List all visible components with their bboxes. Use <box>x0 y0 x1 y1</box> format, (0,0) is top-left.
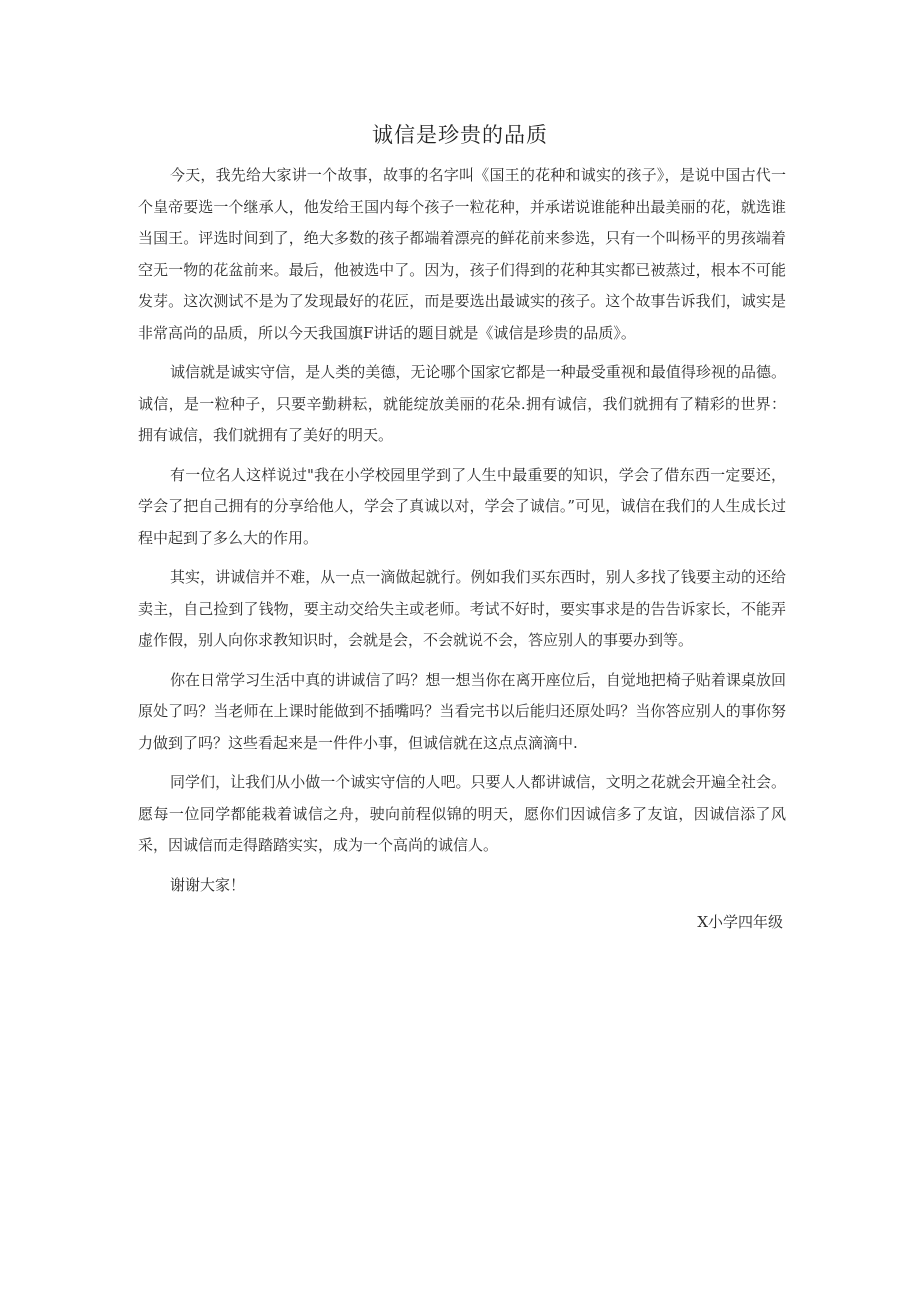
paragraph-2: 诚信就是诚实守信，是人类的美德，无论哪个国家它都是一种最受重视和最值得珍视的品德。诚信，是一粒种子，只要辛勤耕耘，就能绽放美丽的花朵.拥有诚信，我们就拥有了精彩的世界：拥有诚信，我们就拥有了美好的明天。 <box>138 363 786 444</box>
paragraph-5: 你在日常学习生活中真的讲诚信了吗？想一想当你在离开座位后，自觉地把椅子贴着课桌放回原处了吗？当老师在上课时能做到不插嘴吗？当看完书以后能归还原处吗？当你答应别人的事你努力做到了吗？这些看起来是一件件小事，但诚信就在这点点滴滴中. <box>138 670 786 752</box>
document-body <box>138 160 786 939</box>
closing-line: 谢谢大家！ <box>170 875 246 894</box>
paragraph-3: 有一位名人这样说过"我在小学校园里学到了人生中最重要的知识，学会了借东西一定要还，学会了把自己拥有的分享给他人，学会了真诚以对，学会了诚信。”可见，诚信在我们的人生成长过程中起到了多么大的作用。 <box>138 465 786 547</box>
document-title: 诚信是珍贵的品质 <box>372 123 548 147</box>
signature-line: X小学四年级 <box>697 913 783 931</box>
paragraph-4: 其实，讲诚信并不难，从一点一滴做起就行。例如我们买东西时，别人多找了钱要主动的还给卖主，自己捡到了钱物，要主动交给失主或老师。考试不好时，要实事求是的告告诉家长，不能弄虚作假，别人向你求教知识时，会就是会，不会就说不会，答应别人的事要办到等。 <box>138 568 786 649</box>
paragraph-1: 今天，我先给大家讲一个故事，故事的名字叫《国王的花种和诚实的孩子》，是说中国古代一个皇帝要选一个继承人，他发给王国内每个孩子一粒花种，并承诺说谁能种出最美丽的花，就选谁当国王。评选时间到了，绝大多数的孩子都端着漂亮的鲜花前来参选，只有一个叫杨平的男孩端着空无一物的花盆前来。最后，他被选中了。因为，孩子们得到的花种其实都已被蒸过，根本不可能发芽。这次测试不是为了发现最好的花匠，而是要选出最诚实的孩子。这个故事告诉我们，诚实是非常高尚的品质，所以今天我国旗F讲话的题目就是《诚信是珍贵的品质》。 <box>138 166 786 342</box>
paragraph-6: 同学们，让我们从小做一个诚实守信的人吧。只要人人都讲诚信，文明之花就会开遍全社会。愿每一位同学都能栽着诚信之舟，驶向前程似锦的明天，愿你们因诚信多了友谊，因诚信添了风采，因诚信而走得踏踏实实，成为一个高尚的诚信人。 <box>138 773 786 854</box>
